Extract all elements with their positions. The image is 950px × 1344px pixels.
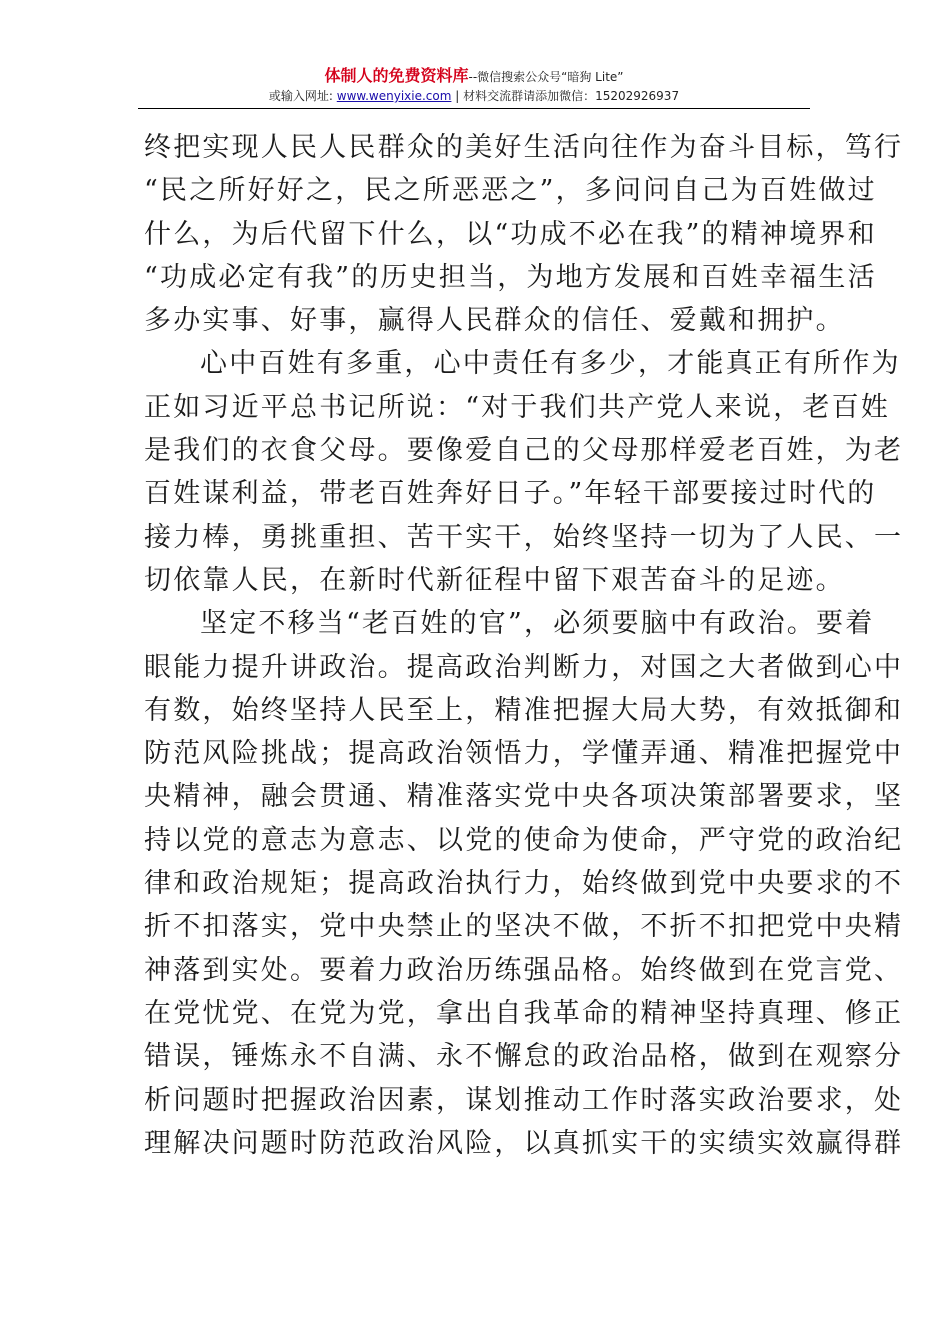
text-line: “功成必定有我”的历史担当，为地方发展和百姓幸福生活 — [144, 261, 877, 293]
text-line: 切依靠人民，在新时代新征程中留下艰苦奋斗的足迹。 — [144, 564, 845, 596]
text-line: 正如习近平总书记所说：“对于我们共产党人来说，老百姓 — [144, 391, 891, 423]
document-body — [144, 126, 904, 1165]
header-contact-line — [138, 87, 810, 105]
header-divider — [138, 108, 810, 109]
text-line: 什么，为后代留下什么，以“功成不必在我”的精神境界和 — [144, 218, 877, 250]
url-prefix: 或输入网址: — [268, 89, 337, 103]
text-line: 律和政治规矩；提高政治执行力，始终做到党中央要求的不 — [144, 868, 904, 900]
text-line: 持以党的意志为意志、以党的使命为使命，严守党的政治纪 — [144, 824, 904, 856]
contact-info: | 材料交流群请添加微信：15202926937 — [451, 89, 680, 103]
text-line: 防范风险挑战；提高政治领悟力，学懂弄通、精准把握党中 — [144, 738, 904, 770]
header-tagline: --微信搜索公众号“暗狗 Lite” — [468, 70, 624, 84]
text-line: 终把实现人民人民群众的美好生活向往作为奋斗目标，笃行 — [144, 132, 904, 163]
text-line: 有数，始终坚持人民至上，精准把握大局大势，有效抵御和 — [144, 694, 904, 726]
text-line: 错误，锤炼永不自满、永不懈怠的政治品格，做到在观察分 — [144, 1041, 904, 1073]
text-line: 在党忧党、在党为党，拿出自我革命的精神坚持真理、修正 — [144, 997, 904, 1029]
brand-name: 体制人的免费资料库 — [324, 66, 469, 85]
paragraph-start-line: 心中百姓有多重，心中责任有多少，才能真正有所作为 — [200, 348, 901, 380]
text-line: 析问题时把握政治因素，谋划推动工作时落实政治要求，处 — [144, 1084, 904, 1116]
header-title-line — [138, 66, 810, 87]
website-link[interactable]: www.wenyixie.com — [336, 89, 452, 103]
text-line: 眼能力提升讲政治。提高政治判断力，对国之大者做到心中 — [144, 651, 904, 683]
text-line: 百姓谋利益，带老百姓奔好日子。”年轻干部要接过时代的 — [144, 478, 877, 510]
text-line: 理解决问题时防范政治风险，以真抓实干的实绩实效赢得群 — [144, 1127, 904, 1159]
page-header — [138, 66, 810, 105]
text-line: 神落到实处。要着力政治历练强品格。始终做到在党言党、 — [144, 954, 904, 986]
text-line: 接力棒，勇挑重担、苦干实干，始终坚持一切为了人民、一 — [144, 521, 904, 553]
paragraph-start-line: 坚定不移当“老百姓的官”，必须要脑中有政治。要着 — [200, 608, 875, 640]
text-line: “民之所好好之，民之所恶恶之”，多问问自己为百姓做过 — [144, 175, 877, 207]
text-line: 折不扣落实，党中央禁止的坚决不做，不折不扣把党中央精 — [144, 911, 904, 943]
text-line: 是我们的衣食父母。要像爱自己的父母那样爱老百姓，为老 — [144, 435, 904, 467]
text-line: 多办实事、好事，赢得人民群众的信任、爱戴和拥护。 — [144, 305, 845, 337]
text-line: 央精神，融会贯通、精准落实党中央各项决策部署要求，坚 — [144, 781, 904, 813]
